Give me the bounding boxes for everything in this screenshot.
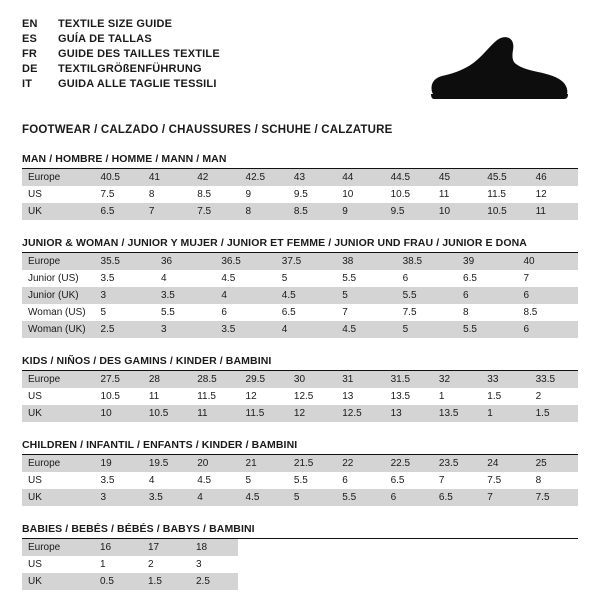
size-table-title: MAN / HOMBRE / HOMME / MANN / MAN (22, 153, 578, 169)
size-tables (22, 153, 578, 590)
size-table (22, 169, 578, 220)
size-cell: 9.5 (385, 203, 433, 220)
row-label: UK (22, 405, 95, 422)
table-row (22, 472, 578, 489)
size-cell: 29.5 (240, 371, 288, 388)
size-cell: 3.5 (155, 287, 215, 304)
size-cell: 10.5 (481, 203, 529, 220)
size-table-group (22, 355, 578, 422)
size-cell: 1 (94, 556, 142, 573)
size-cell: 7.5 (530, 489, 578, 506)
size-cell: 3.5 (215, 321, 275, 338)
size-cell: 6 (457, 287, 517, 304)
table-row (22, 321, 578, 338)
size-cell: 7.5 (481, 472, 529, 489)
size-cell: 7 (517, 270, 578, 287)
size-cell: 38.5 (397, 253, 457, 270)
row-label: UK (22, 489, 95, 506)
size-cell: 11.5 (191, 388, 239, 405)
spacer-cell (238, 556, 578, 573)
size-cell: 10 (336, 186, 384, 203)
size-cell: 6 (517, 321, 578, 338)
spacer-cell (238, 573, 578, 590)
size-cell: 11 (191, 405, 239, 422)
size-cell: 45 (433, 169, 481, 186)
size-table-group (22, 153, 578, 220)
dress-shoe-icon (372, 34, 572, 108)
size-cell: 11.5 (481, 186, 529, 203)
size-cell: 2.5 (95, 321, 155, 338)
size-table-title: CHILDREN / INFANTIL / ENFANTS / KINDER / BAMBINI (22, 439, 578, 455)
language-title: TEXTILGRÖßENFÜHRUNG (58, 63, 202, 75)
size-cell: 2.5 (190, 573, 238, 590)
size-cell: 5.5 (336, 270, 396, 287)
size-cell: 8.5 (517, 304, 578, 321)
size-cell: 10 (95, 405, 143, 422)
size-cell: 5.5 (397, 287, 457, 304)
language-title: TEXTILE SIZE GUIDE (58, 18, 173, 30)
size-cell: 6.5 (95, 203, 143, 220)
size-cell: 21 (240, 455, 288, 472)
size-cell: 39 (457, 253, 517, 270)
row-label: Woman (US) (22, 304, 95, 321)
language-code: DE (22, 63, 38, 75)
size-cell: 13 (385, 405, 433, 422)
size-cell: 4.5 (215, 270, 275, 287)
size-cell: 6.5 (385, 472, 433, 489)
size-cell: 8 (240, 203, 288, 220)
table-row (22, 203, 578, 220)
size-cell: 45.5 (481, 169, 529, 186)
language-title: GUÍA DE TALLAS (58, 33, 152, 45)
table-row (22, 388, 578, 405)
row-label: Europe (22, 169, 95, 186)
row-label: Europe (22, 371, 95, 388)
size-cell: 3 (95, 489, 143, 506)
size-cell: 33.5 (530, 371, 578, 388)
size-cell: 23.5 (433, 455, 481, 472)
size-cell: 5 (95, 304, 155, 321)
row-label: US (22, 472, 95, 489)
size-cell: 10 (433, 203, 481, 220)
size-cell: 9 (336, 203, 384, 220)
row-label: Woman (UK) (22, 321, 95, 338)
size-cell: 7 (143, 203, 191, 220)
size-cell: 8 (457, 304, 517, 321)
size-cell: 6 (397, 270, 457, 287)
language-row (22, 18, 578, 30)
table-row (22, 270, 578, 287)
size-cell: 10.5 (95, 388, 143, 405)
size-cell: 7.5 (95, 186, 143, 203)
size-cell: 40 (517, 253, 578, 270)
size-cell: 28.5 (191, 371, 239, 388)
language-code: FR (22, 48, 38, 60)
size-cell: 6 (385, 489, 433, 506)
size-cell: 1 (433, 388, 481, 405)
size-cell: 4.5 (191, 472, 239, 489)
size-cell: 4 (276, 321, 336, 338)
size-cell: 31 (336, 371, 384, 388)
size-cell: 27.5 (95, 371, 143, 388)
size-cell: 13 (336, 388, 384, 405)
table-row (22, 186, 578, 203)
size-cell: 4 (191, 489, 239, 506)
size-cell: 10.5 (385, 186, 433, 203)
size-cell: 3.5 (95, 270, 155, 287)
table-row (22, 253, 578, 270)
size-cell: 5.5 (155, 304, 215, 321)
size-cell: 17 (142, 539, 190, 556)
row-label: UK (22, 203, 95, 220)
table-row (22, 556, 578, 573)
size-cell: 36.5 (215, 253, 275, 270)
size-cell: 10.5 (143, 405, 191, 422)
size-cell: 1 (481, 405, 529, 422)
size-cell: 12 (288, 405, 336, 422)
size-cell: 28 (143, 371, 191, 388)
size-cell: 1.5 (142, 573, 190, 590)
size-cell: 11.5 (240, 405, 288, 422)
size-cell: 31.5 (385, 371, 433, 388)
language-code: EN (22, 18, 38, 30)
size-cell: 13.5 (433, 405, 481, 422)
size-cell: 7.5 (397, 304, 457, 321)
size-cell: 7.5 (191, 203, 239, 220)
row-label: Junior (US) (22, 270, 95, 287)
row-label: US (22, 388, 95, 405)
size-cell: 9.5 (288, 186, 336, 203)
size-cell: 22 (336, 455, 384, 472)
size-table-group (22, 523, 578, 590)
table-row (22, 405, 578, 422)
size-cell: 8 (530, 472, 578, 489)
language-title: GUIDE DES TAILLES TEXTILE (58, 48, 220, 60)
size-cell: 3.5 (143, 489, 191, 506)
page-title: FOOTWEAR / CALZADO / CHAUSSURES / SCHUHE / CALZATURE (22, 124, 393, 136)
size-cell: 6.5 (457, 270, 517, 287)
language-code: ES (22, 33, 38, 45)
size-cell: 30 (288, 371, 336, 388)
size-cell: 3 (155, 321, 215, 338)
size-cell: 6 (517, 287, 578, 304)
language-title: GUIDA ALLE TAGLIE TESSILI (58, 78, 217, 90)
size-cell: 5 (288, 489, 336, 506)
size-cell: 2 (142, 556, 190, 573)
row-label: Junior (UK) (22, 287, 95, 304)
size-cell: 4 (215, 287, 275, 304)
size-cell: 32 (433, 371, 481, 388)
size-cell: 9 (240, 186, 288, 203)
spacer-cell (238, 539, 578, 556)
size-table (22, 455, 578, 506)
table-row (22, 455, 578, 472)
size-cell: 6.5 (433, 489, 481, 506)
size-cell: 12.5 (288, 388, 336, 405)
row-label: US (22, 556, 94, 573)
size-cell: 4.5 (240, 489, 288, 506)
size-cell: 6.5 (276, 304, 336, 321)
size-cell: 6 (336, 472, 384, 489)
size-cell: 2 (530, 388, 578, 405)
size-cell: 4 (143, 472, 191, 489)
size-cell: 46 (530, 169, 578, 186)
size-cell: 42.5 (240, 169, 288, 186)
size-cell: 24 (481, 455, 529, 472)
size-cell: 0.5 (94, 573, 142, 590)
size-cell: 4.5 (336, 321, 396, 338)
size-table-title: BABIES / BEBÉS / BÉBÉS / BABYS / BAMBINI (22, 523, 578, 539)
size-table-title: KIDS / NIÑOS / DES GAMINS / KINDER / BAMBINI (22, 355, 578, 371)
size-cell: 8 (143, 186, 191, 203)
row-label: UK (22, 573, 94, 590)
size-cell: 6 (215, 304, 275, 321)
table-row (22, 371, 578, 388)
size-cell: 8.5 (191, 186, 239, 203)
size-cell: 7 (336, 304, 396, 321)
table-row (22, 539, 578, 556)
size-table (22, 253, 578, 338)
size-cell: 12 (240, 388, 288, 405)
size-cell: 44 (336, 169, 384, 186)
row-label: US (22, 186, 95, 203)
size-cell: 18 (190, 539, 238, 556)
size-cell: 4 (155, 270, 215, 287)
size-cell: 37.5 (276, 253, 336, 270)
table-row (22, 169, 578, 186)
table-row (22, 489, 578, 506)
size-cell: 40.5 (95, 169, 143, 186)
size-cell: 11 (143, 388, 191, 405)
size-cell: 25 (530, 455, 578, 472)
size-table-group (22, 439, 578, 506)
size-cell: 1.5 (481, 388, 529, 405)
size-cell: 3.5 (95, 472, 143, 489)
table-row (22, 287, 578, 304)
size-table-title: JUNIOR & WOMAN / JUNIOR Y MUJER / JUNIOR ET FEMME / JUNIOR UND FRAU / JUNIOR E DONA (22, 237, 578, 253)
table-row (22, 573, 578, 590)
row-label: Europe (22, 253, 95, 270)
size-cell: 3 (95, 287, 155, 304)
size-cell: 13.5 (385, 388, 433, 405)
size-cell: 5 (240, 472, 288, 489)
row-label: Europe (22, 539, 94, 556)
size-cell: 8.5 (288, 203, 336, 220)
size-cell: 16 (94, 539, 142, 556)
size-cell: 33 (481, 371, 529, 388)
size-cell: 38 (336, 253, 396, 270)
row-label: Europe (22, 455, 95, 472)
size-cell: 3 (190, 556, 238, 573)
size-cell: 7 (433, 472, 481, 489)
size-cell: 5.5 (457, 321, 517, 338)
size-cell: 43 (288, 169, 336, 186)
size-table (22, 539, 578, 590)
size-cell: 41 (143, 169, 191, 186)
table-row (22, 304, 578, 321)
size-cell: 21.5 (288, 455, 336, 472)
size-cell: 5.5 (288, 472, 336, 489)
size-cell: 44.5 (385, 169, 433, 186)
size-cell: 12 (530, 186, 578, 203)
size-cell: 7 (481, 489, 529, 506)
size-cell: 11 (433, 186, 481, 203)
size-table-group (22, 237, 578, 338)
language-code: IT (22, 78, 33, 90)
page-header (22, 18, 578, 110)
size-cell: 36 (155, 253, 215, 270)
size-cell: 1.5 (530, 405, 578, 422)
size-cell: 5.5 (336, 489, 384, 506)
size-cell: 5 (397, 321, 457, 338)
size-cell: 4.5 (276, 287, 336, 304)
size-cell: 42 (191, 169, 239, 186)
size-cell: 22.5 (385, 455, 433, 472)
size-cell: 20 (191, 455, 239, 472)
size-cell: 12.5 (336, 405, 384, 422)
size-cell: 35.5 (95, 253, 155, 270)
size-cell: 19.5 (143, 455, 191, 472)
size-cell: 5 (336, 287, 396, 304)
size-cell: 5 (276, 270, 336, 287)
size-cell: 19 (95, 455, 143, 472)
size-cell: 11 (530, 203, 578, 220)
size-table (22, 371, 578, 422)
